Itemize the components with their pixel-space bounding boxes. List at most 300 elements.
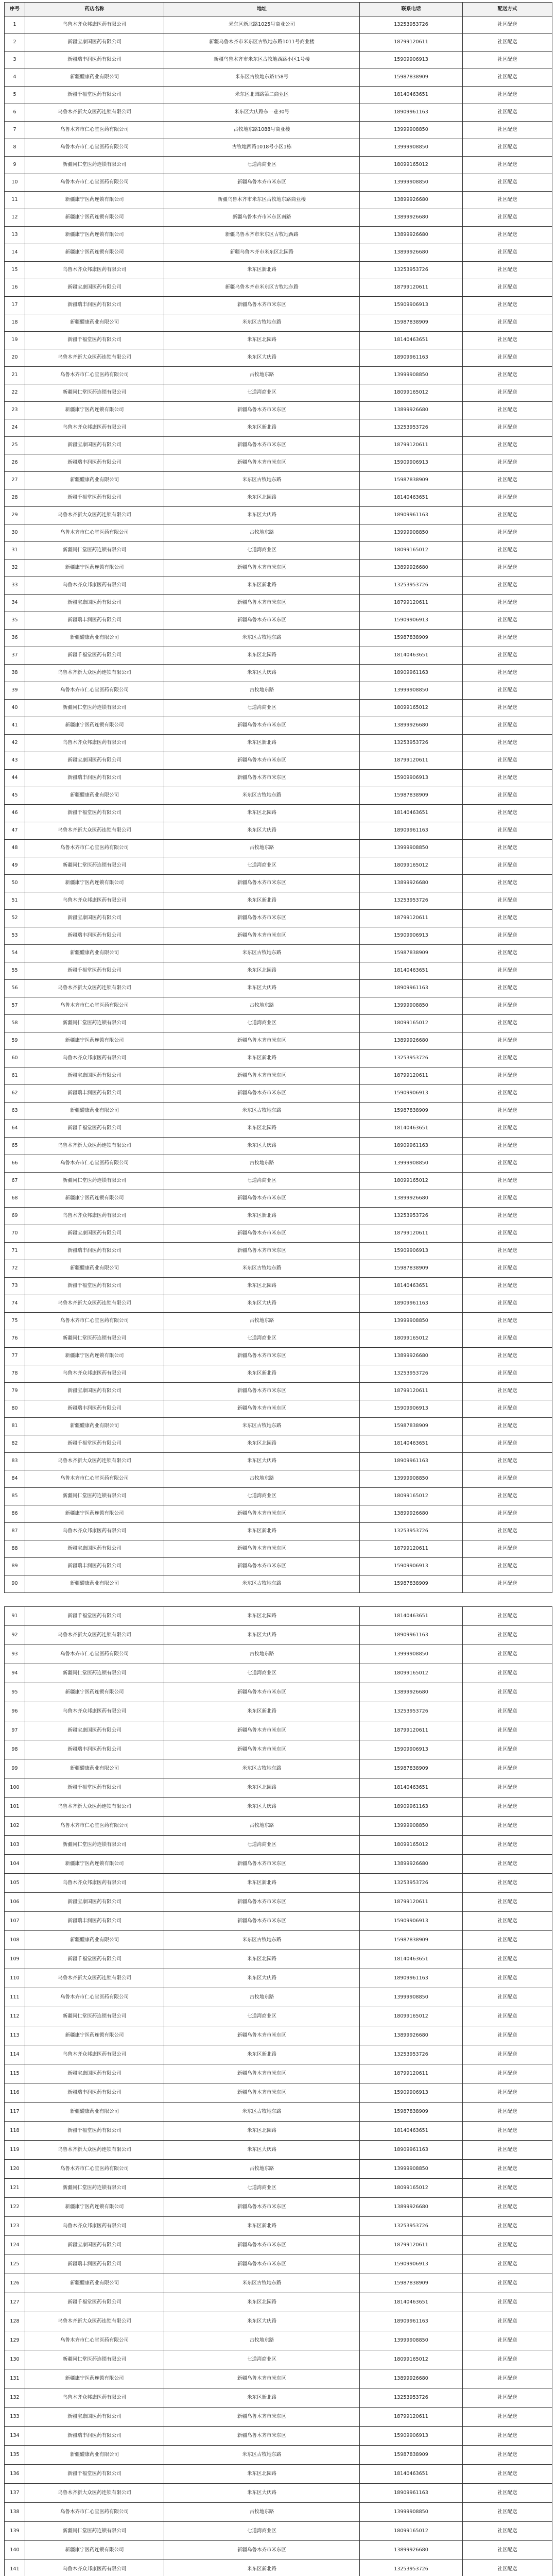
cell-no: 138: [5, 2503, 25, 2522]
cell-delivery: 社区配送: [463, 2217, 552, 2236]
cell-phone: 13999908850: [360, 367, 463, 384]
table-row: [5, 2312, 552, 2331]
cell-address: 古牧地东路: [164, 1645, 360, 1664]
cell-delivery: 社区配送: [463, 2064, 552, 2083]
cell-no: 74: [5, 1295, 25, 1313]
cell-phone: 18909961163: [360, 1295, 463, 1313]
cell-no: 73: [5, 1278, 25, 1295]
cell-delivery: 社区配送: [463, 1190, 552, 1208]
cell-address: 米东区古牧地东路: [164, 630, 360, 647]
cell-address: 新疆乌鲁木齐市米东区: [164, 437, 360, 454]
cell-name: 乌鲁木齐众邦康医药有限公司: [25, 1702, 164, 1721]
cell-no: 41: [5, 717, 25, 735]
table-row: [5, 367, 552, 384]
cell-no: 79: [5, 1383, 25, 1400]
cell-no: 70: [5, 1225, 25, 1243]
cell-address: 七道湾商业区: [164, 384, 360, 402]
cell-phone: 15987838909: [360, 472, 463, 489]
cell-address: 新疆乌鲁木齐市米东区古牧地东路1011号商业楼: [164, 34, 360, 52]
cell-delivery: 社区配送: [463, 1278, 552, 1295]
cell-phone: 15909906913: [360, 2427, 463, 2446]
cell-no: 7: [5, 122, 25, 139]
cell-name: 乌鲁木齐众邦康医药有限公司: [25, 16, 164, 34]
cell-no: 64: [5, 1120, 25, 1138]
cell-delivery: 社区配送: [463, 1243, 552, 1260]
cell-phone: 15909906913: [360, 1740, 463, 1759]
cell-address: 米东区新北路1025号商业公司: [164, 16, 360, 34]
table-row: [5, 752, 552, 770]
table-row: [5, 1435, 552, 1453]
cell-address: 米东区北园路: [164, 962, 360, 980]
cell-name: 乌鲁木齐新大众医药连锁有限公司: [25, 1138, 164, 1155]
table-body: [5, 1607, 552, 2576]
cell-delivery: 社区配送: [463, 1050, 552, 1067]
table-row: [5, 2331, 552, 2350]
cell-no: 37: [5, 647, 25, 665]
cell-name: 新疆康宁医药连锁有限公司: [25, 1855, 164, 1874]
cell-no: 71: [5, 1243, 25, 1260]
cell-address: 七道湾商业区: [164, 2007, 360, 2026]
cell-phone: 13899926680: [360, 1190, 463, 1208]
cell-name: 乌鲁木齐众邦康医药有限公司: [25, 2217, 164, 2236]
cell-phone: 18099165012: [360, 700, 463, 717]
cell-no: 54: [5, 945, 25, 962]
cell-delivery: 社区配送: [463, 69, 552, 87]
cell-delivery: 社区配送: [463, 2408, 552, 2427]
cell-name: 新疆同仁堂医药连锁有限公司: [25, 1664, 164, 1683]
cell-address: 新疆乌鲁木齐市米东区: [164, 1243, 360, 1260]
cell-phone: 13899926680: [360, 1683, 463, 1702]
cell-delivery: 社区配送: [463, 1365, 552, 1383]
cell-phone: 13899926680: [360, 192, 463, 209]
cell-address: 米东区大庆路: [164, 1969, 360, 1988]
cell-no: 124: [5, 2236, 25, 2255]
cell-address: 米东区北园路: [164, 489, 360, 507]
cell-address: 米东区古牧地东路: [164, 945, 360, 962]
cell-address: 米东区古牧地东路: [164, 1260, 360, 1278]
cell-address: 新疆乌鲁木齐市米东区: [164, 1540, 360, 1558]
cell-no: 46: [5, 805, 25, 822]
cell-no: 45: [5, 787, 25, 805]
cell-delivery: 社区配送: [463, 384, 552, 402]
cell-phone: 15909906913: [360, 454, 463, 472]
cell-name: 新疆同仁堂医药连锁有限公司: [25, 1015, 164, 1032]
cell-address: 新疆乌鲁木齐市米东区: [164, 875, 360, 892]
cell-phone: 15987838909: [360, 69, 463, 87]
table-row: [5, 1225, 552, 1243]
cell-name: 乌鲁木齐市仁心堂医药有限公司: [25, 174, 164, 192]
cell-no: 134: [5, 2427, 25, 2446]
cell-no: 110: [5, 1969, 25, 1988]
cell-address: 古牧地东路: [164, 1155, 360, 1173]
pharmacy-table-page-2: [4, 1606, 552, 2576]
cell-name: 新疆千福堂医药有限公司: [25, 2465, 164, 2484]
cell-no: 20: [5, 349, 25, 367]
cell-address: 新疆乌鲁木齐市米东区: [164, 402, 360, 419]
cell-address: 新疆乌鲁木齐市米东区: [164, 1893, 360, 1912]
cell-name: 新疆醴康药业有限公司: [25, 2274, 164, 2293]
cell-address: 米东区新北路: [164, 262, 360, 279]
cell-no: 25: [5, 437, 25, 454]
cell-no: 141: [5, 2560, 25, 2576]
cell-delivery: 社区配送: [463, 1558, 552, 1575]
cell-name: 新疆瑞丰润医药有限公司: [25, 1243, 164, 1260]
cell-delivery: 社区配送: [463, 787, 552, 805]
cell-phone: 13253953726: [360, 2388, 463, 2408]
cell-no: 125: [5, 2255, 25, 2274]
cell-address: 新疆乌鲁木齐市米东区: [164, 910, 360, 927]
cell-no: 12: [5, 209, 25, 227]
table-row: [5, 244, 552, 262]
cell-no: 89: [5, 1558, 25, 1575]
cell-delivery: 社区配送: [463, 1103, 552, 1120]
cell-delivery: 社区配送: [463, 1208, 552, 1225]
cell-name: 乌鲁木齐新大众医药连锁有限公司: [25, 1626, 164, 1645]
cell-no: 69: [5, 1208, 25, 1225]
cell-phone: 15909906913: [360, 1400, 463, 1418]
cell-address: 新疆乌鲁木齐市米东区: [164, 1912, 360, 1931]
cell-phone: 18140463651: [360, 489, 463, 507]
table-row: [5, 69, 552, 87]
cell-name: 新疆千福堂医药有限公司: [25, 2293, 164, 2312]
cell-address: 新疆乌鲁木齐市米东区: [164, 1348, 360, 1365]
cell-no: 63: [5, 1103, 25, 1120]
cell-no: 3: [5, 52, 25, 69]
cell-delivery: 社区配送: [463, 1523, 552, 1540]
cell-phone: 18140463651: [360, 2465, 463, 2484]
cell-no: 16: [5, 279, 25, 297]
cell-phone: 18799120611: [360, 1540, 463, 1558]
cell-name: 乌鲁木齐市仁心堂医药有限公司: [25, 1988, 164, 2007]
cell-delivery: 社区配送: [463, 332, 552, 349]
cell-name: 乌鲁木齐市仁心堂医药有限公司: [25, 524, 164, 542]
cell-address: 米东区新北路: [164, 1050, 360, 1067]
table-row: [5, 1540, 552, 1558]
cell-name: 新疆千福堂医药有限公司: [25, 1278, 164, 1295]
cell-phone: 18140463651: [360, 87, 463, 104]
table-row: [5, 314, 552, 332]
cell-address: 新疆乌鲁木齐市米东区: [164, 717, 360, 735]
cell-name: 乌鲁木齐新大众医药连锁有限公司: [25, 1798, 164, 1817]
cell-delivery: 社区配送: [463, 2446, 552, 2465]
cell-name: 新疆瑞丰润医药有限公司: [25, 1400, 164, 1418]
cell-address: 米东区大庆路: [164, 349, 360, 367]
table-row: [5, 384, 552, 402]
cell-address: 新疆乌鲁木齐市米东区: [164, 612, 360, 630]
table-row: [5, 2446, 552, 2465]
table-row: [5, 1348, 552, 1365]
cell-phone: 13899926680: [360, 402, 463, 419]
cell-delivery: 社区配送: [463, 314, 552, 332]
table-row: [5, 2522, 552, 2541]
cell-phone: 18799120611: [360, 279, 463, 297]
cell-name: 新疆千福堂医药有限公司: [25, 87, 164, 104]
cell-name: 新疆千福堂医药有限公司: [25, 962, 164, 980]
cell-phone: 18799120611: [360, 595, 463, 612]
cell-delivery: 社区配送: [463, 1295, 552, 1313]
cell-phone: 18099165012: [360, 2007, 463, 2026]
cell-no: 59: [5, 1032, 25, 1050]
table-row: [5, 910, 552, 927]
cell-delivery: 社区配送: [463, 1893, 552, 1912]
cell-phone: 13253953726: [360, 419, 463, 437]
cell-delivery: 社区配送: [463, 524, 552, 542]
cell-no: 86: [5, 1505, 25, 1523]
cell-address: 米东区古牧地东路: [164, 2446, 360, 2465]
cell-phone: 15987838909: [360, 1103, 463, 1120]
cell-address: 七道湾商业区: [164, 1664, 360, 1683]
cell-delivery: 社区配送: [463, 122, 552, 139]
cell-delivery: 社区配送: [463, 2350, 552, 2369]
cell-address: 新疆乌鲁木齐市米东区: [164, 1683, 360, 1702]
cell-delivery: 社区配送: [463, 1173, 552, 1190]
cell-delivery: 社区配送: [463, 1330, 552, 1348]
cell-phone: 18099165012: [360, 1488, 463, 1505]
cell-delivery: 社区配送: [463, 980, 552, 997]
cell-delivery: 社区配送: [463, 892, 552, 910]
cell-delivery: 社区配送: [463, 1836, 552, 1855]
cell-address: 新疆乌鲁木齐市米东区: [164, 927, 360, 945]
cell-phone: 13999908850: [360, 682, 463, 700]
table-row: [5, 2179, 552, 2198]
cell-no: 95: [5, 1683, 25, 1702]
cell-name: 新疆宝康国医药有限公司: [25, 1383, 164, 1400]
cell-phone: 18799120611: [360, 2236, 463, 2255]
cell-no: 2: [5, 34, 25, 52]
table-row: [5, 192, 552, 209]
table-row: [5, 2388, 552, 2408]
cell-name: 新疆宝康国医药有限公司: [25, 1540, 164, 1558]
cell-address: 米东区古牧地东路: [164, 1103, 360, 1120]
cell-name: 新疆醴康药业有限公司: [25, 314, 164, 332]
cell-delivery: 社区配送: [463, 2160, 552, 2179]
cell-address: 新疆乌鲁木齐市米东区: [164, 1505, 360, 1523]
cell-delivery: 社区配送: [463, 542, 552, 560]
cell-address: 米东区新北路: [164, 1208, 360, 1225]
cell-delivery: 社区配送: [463, 402, 552, 419]
cell-no: 53: [5, 927, 25, 945]
cell-address: 米东区新北路: [164, 1365, 360, 1383]
cell-address: 新疆乌鲁木齐市米东区: [164, 1721, 360, 1740]
cell-address: 七道湾商业区: [164, 1488, 360, 1505]
cell-name: 新疆瑞丰润医药有限公司: [25, 1912, 164, 1931]
cell-address: 古牧地东路: [164, 1470, 360, 1488]
cell-phone: 15909906913: [360, 2083, 463, 2103]
cell-no: 100: [5, 1778, 25, 1798]
cell-name: 乌鲁木齐新大众医药连锁有限公司: [25, 2141, 164, 2160]
cell-phone: 15987838909: [360, 1418, 463, 1435]
cell-delivery: 社区配送: [463, 770, 552, 787]
cell-delivery: 社区配送: [463, 2427, 552, 2446]
table-row: [5, 595, 552, 612]
cell-no: 120: [5, 2160, 25, 2179]
cell-address: 米东区大庆路: [164, 2484, 360, 2503]
cell-delivery: 社区配送: [463, 2274, 552, 2293]
cell-delivery: 社区配送: [463, 1400, 552, 1418]
table-row: [5, 1173, 552, 1190]
cell-delivery: 社区配送: [463, 2293, 552, 2312]
cell-phone: 18140463651: [360, 1778, 463, 1798]
cell-address: 米东区大庆路: [164, 1626, 360, 1645]
table-row: [5, 2465, 552, 2484]
cell-name: 乌鲁木齐市仁心堂医药有限公司: [25, 1155, 164, 1173]
cell-name: 乌鲁木齐市仁心堂医药有限公司: [25, 122, 164, 139]
table-row: [5, 1365, 552, 1383]
cell-name: 新疆醴康药业有限公司: [25, 1260, 164, 1278]
cell-delivery: 社区配送: [463, 1759, 552, 1778]
cell-no: 72: [5, 1260, 25, 1278]
table-row: [5, 104, 552, 122]
cell-name: 乌鲁木齐市仁心堂医药有限公司: [25, 997, 164, 1015]
table-row: [5, 1050, 552, 1067]
cell-address: 新疆乌鲁木齐市米东区: [164, 2541, 360, 2560]
cell-phone: 13253953726: [360, 1874, 463, 1893]
cell-no: 93: [5, 1645, 25, 1664]
cell-delivery: 社区配送: [463, 1540, 552, 1558]
table-row: [5, 1950, 552, 1969]
cell-name: 乌鲁木齐市仁心堂医药有限公司: [25, 1817, 164, 1836]
cell-address: 七道湾商业区: [164, 157, 360, 174]
cell-delivery: 社区配送: [463, 87, 552, 104]
cell-name: 乌鲁木齐众邦康医药有限公司: [25, 1523, 164, 1540]
cell-address: 新疆乌鲁木齐市米东区南路: [164, 209, 360, 227]
cell-name: 新疆瑞丰润医药有限公司: [25, 297, 164, 314]
cell-no: 121: [5, 2179, 25, 2198]
cell-no: 29: [5, 507, 25, 524]
cell-no: 31: [5, 542, 25, 560]
cell-name: 新疆同仁堂医药连锁有限公司: [25, 157, 164, 174]
table-row: [5, 2427, 552, 2446]
cell-phone: 18140463651: [360, 1435, 463, 1453]
cell-phone: 18140463651: [360, 1950, 463, 1969]
cell-phone: 13999908850: [360, 1155, 463, 1173]
cell-no: 116: [5, 2083, 25, 2103]
cell-name: 新疆同仁堂医药连锁有限公司: [25, 700, 164, 717]
cell-delivery: 社区配送: [463, 2503, 552, 2522]
cell-phone: 15987838909: [360, 1931, 463, 1950]
table-row: [5, 700, 552, 717]
cell-phone: 18099165012: [360, 1173, 463, 1190]
pharmacy-table-page-1: [4, 2, 552, 1593]
cell-name: 新疆宝康国医药有限公司: [25, 437, 164, 454]
cell-no: 113: [5, 2026, 25, 2045]
cell-phone: 13899926680: [360, 875, 463, 892]
cell-no: 80: [5, 1400, 25, 1418]
table-row: [5, 2083, 552, 2103]
cell-name: 新疆同仁堂医药连锁有限公司: [25, 2522, 164, 2541]
cell-name: 乌鲁木齐新大众医药连锁有限公司: [25, 2312, 164, 2331]
cell-phone: 18909961163: [360, 2141, 463, 2160]
cell-delivery: 社区配送: [463, 875, 552, 892]
cell-address: 米东区北园路第二商业区: [164, 87, 360, 104]
cell-name: 乌鲁木齐市仁心堂医药有限公司: [25, 2331, 164, 2350]
cell-delivery: 社区配送: [463, 2179, 552, 2198]
cell-address: 七道湾商业区: [164, 700, 360, 717]
cell-delivery: 社区配送: [463, 1138, 552, 1155]
cell-delivery: 社区配送: [463, 1778, 552, 1798]
cell-phone: 15987838909: [360, 787, 463, 805]
table-row: [5, 2007, 552, 2026]
cell-address: 米东区新北路: [164, 1874, 360, 1893]
cell-delivery: 社区配送: [463, 1453, 552, 1470]
cell-address: 米东区古牧地东路: [164, 787, 360, 805]
cell-address: 新疆乌鲁木齐市米东区: [164, 595, 360, 612]
cell-delivery: 社区配送: [463, 630, 552, 647]
cell-no: 105: [5, 1874, 25, 1893]
cell-name: 乌鲁木齐众邦康医药有限公司: [25, 2045, 164, 2064]
cell-phone: 13999908850: [360, 2503, 463, 2522]
table-row: [5, 1067, 552, 1085]
cell-no: 133: [5, 2408, 25, 2427]
header-address: 地址: [164, 3, 360, 16]
table-row: [5, 542, 552, 560]
cell-phone: 13899926680: [360, 1348, 463, 1365]
cell-delivery: 社区配送: [463, 1260, 552, 1278]
cell-phone: 18909961163: [360, 1626, 463, 1645]
cell-address: 新疆乌鲁木齐市米东区: [164, 2427, 360, 2446]
cell-address: 米东区新北路: [164, 892, 360, 910]
cell-delivery: 社区配送: [463, 2560, 552, 2576]
cell-name: 新疆同仁堂医药连锁有限公司: [25, 2179, 164, 2198]
cell-delivery: 社区配送: [463, 682, 552, 700]
table-row: [5, 1032, 552, 1050]
cell-no: 84: [5, 1470, 25, 1488]
table-row: [5, 612, 552, 630]
cell-name: 新疆康宁医药连锁有限公司: [25, 2369, 164, 2388]
cell-phone: 13999908850: [360, 997, 463, 1015]
cell-name: 新疆同仁堂医药连锁有限公司: [25, 1836, 164, 1855]
cell-no: 49: [5, 857, 25, 875]
cell-address: 米东区北园路: [164, 2293, 360, 2312]
cell-delivery: 社区配送: [463, 192, 552, 209]
table-row: [5, 1103, 552, 1120]
cell-no: 47: [5, 822, 25, 840]
cell-name: 新疆同仁堂医药连锁有限公司: [25, 384, 164, 402]
cell-address: 米东区新北路: [164, 2388, 360, 2408]
cell-name: 新疆瑞丰润医药有限公司: [25, 770, 164, 787]
cell-phone: 18799120611: [360, 752, 463, 770]
table-row: [5, 1085, 552, 1103]
cell-phone: 18099165012: [360, 2179, 463, 2198]
cell-name: 新疆康宁医药连锁有限公司: [25, 227, 164, 244]
cell-no: 30: [5, 524, 25, 542]
table-row: [5, 2160, 552, 2179]
cell-address: 七道湾商业区: [164, 1330, 360, 1348]
table-row: [5, 157, 552, 174]
cell-address: 古牧地东路: [164, 1313, 360, 1330]
cell-name: 乌鲁木齐新大众医药连锁有限公司: [25, 2484, 164, 2503]
cell-delivery: 社区配送: [463, 2007, 552, 2026]
cell-phone: 18099165012: [360, 857, 463, 875]
cell-name: 新疆康宁医药连锁有限公司: [25, 1505, 164, 1523]
cell-no: 114: [5, 2045, 25, 2064]
cell-delivery: 社区配送: [463, 1488, 552, 1505]
cell-phone: 18099165012: [360, 1836, 463, 1855]
cell-address: 新疆乌鲁木齐市米东区古牧地西路小区1号楼: [164, 52, 360, 69]
cell-address: 新疆乌鲁木齐市米东区: [164, 2198, 360, 2217]
cell-no: 97: [5, 1721, 25, 1740]
table-row: [5, 805, 552, 822]
cell-phone: 13253953726: [360, 1365, 463, 1383]
table-row: [5, 1702, 552, 1721]
cell-name: 乌鲁木齐市仁心堂医药有限公司: [25, 1313, 164, 1330]
cell-address: 新疆乌鲁木齐市米东区: [164, 1400, 360, 1418]
cell-name: 新疆醴康药业有限公司: [25, 1931, 164, 1950]
cell-no: 91: [5, 1607, 25, 1626]
cell-delivery: 社区配送: [463, 1950, 552, 1969]
cell-address: 古牧地东路: [164, 1988, 360, 2007]
cell-no: 109: [5, 1950, 25, 1969]
